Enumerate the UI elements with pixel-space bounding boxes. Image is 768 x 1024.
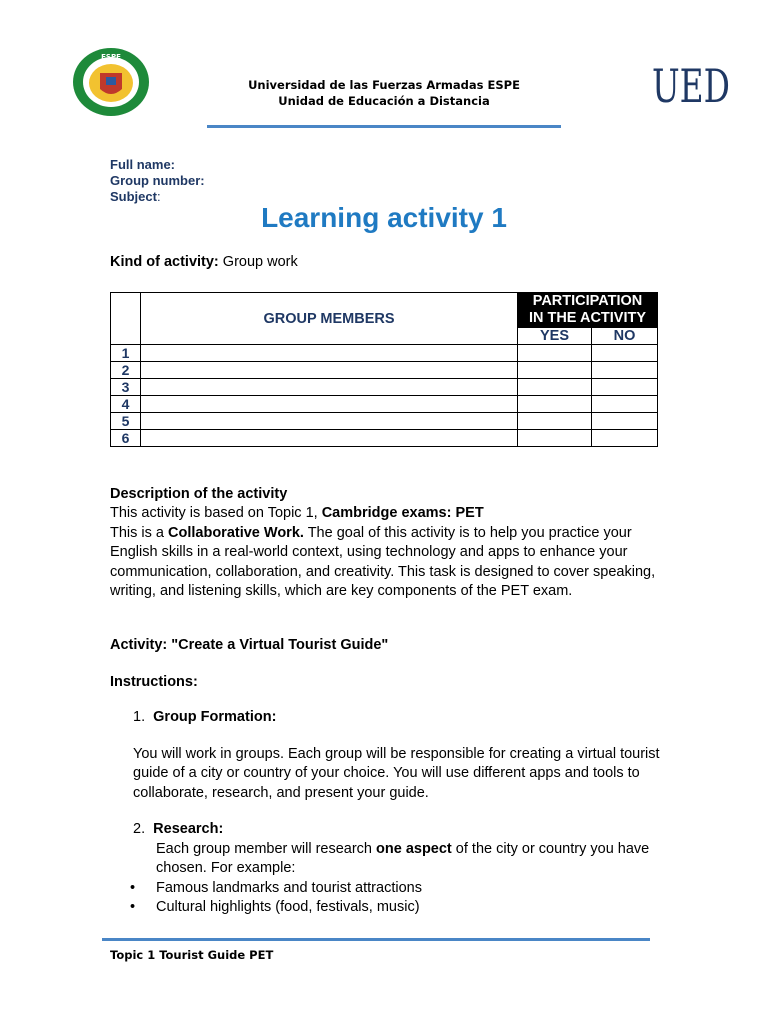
table-row bbox=[111, 345, 658, 362]
unit-name: Unidad de Educación a Distancia bbox=[278, 94, 490, 108]
no-cell[interactable] bbox=[592, 379, 658, 396]
member-name-cell[interactable] bbox=[141, 379, 518, 396]
table-row bbox=[111, 362, 658, 379]
description-line2-bold: Collaborative Work. bbox=[168, 524, 304, 541]
group-members-header-text: GROUP MEMBERS bbox=[263, 310, 395, 327]
step-1-title: Group Formation: bbox=[153, 709, 277, 725]
step-1-heading bbox=[133, 709, 276, 725]
description-heading: Description of the activity bbox=[110, 486, 288, 502]
bullet-icon: • bbox=[130, 899, 136, 916]
bullet-text: Famous landmarks and tourist attractions bbox=[156, 880, 422, 896]
description-line1-bold: Cambridge exams: PET bbox=[321, 505, 484, 522]
ued-logo-text: UED bbox=[652, 59, 730, 113]
description-line1 bbox=[110, 504, 670, 523]
yes-cell[interactable] bbox=[518, 345, 592, 362]
no-cell[interactable] bbox=[592, 345, 658, 362]
no-cell[interactable] bbox=[592, 396, 658, 413]
member-name-cell[interactable] bbox=[141, 430, 518, 447]
list-item bbox=[130, 898, 422, 917]
table-row bbox=[111, 396, 658, 413]
step-1-text: You will work in groups. Each group will be responsible for creating a virtual tourist guide of a city or country of your choice. You will use different apps and tools to collaborate, research, and present your guide. bbox=[133, 746, 660, 801]
no-header: NO bbox=[592, 328, 658, 345]
activity-title: Activity: "Create a Virtual Tourist Guide" bbox=[110, 637, 389, 653]
footer-rule bbox=[102, 938, 650, 941]
step-2-text-rest: of the city or country you have chosen. For example: bbox=[156, 841, 650, 877]
subject-colon: : bbox=[156, 189, 161, 204]
description-section bbox=[110, 485, 670, 601]
university-name: Universidad de las Fuerzas Armadas ESPE bbox=[248, 78, 520, 92]
group-members-header bbox=[141, 293, 518, 345]
yes-cell[interactable] bbox=[518, 430, 592, 447]
instructions-heading: Instructions: bbox=[110, 674, 198, 690]
step-2-text-prefix: Each group member will research bbox=[156, 841, 377, 857]
table-row bbox=[111, 379, 658, 396]
member-name-cell[interactable] bbox=[141, 362, 518, 379]
bullet-text: Cultural highlights (food, festivals, music) bbox=[156, 899, 420, 916]
no-cell[interactable] bbox=[592, 413, 658, 430]
seal-text: ESPE bbox=[101, 53, 121, 61]
member-name-cell[interactable] bbox=[141, 413, 518, 430]
yes-cell[interactable] bbox=[518, 413, 592, 430]
yes-header: YES bbox=[518, 328, 592, 345]
list-item bbox=[130, 879, 422, 898]
kind-of-activity bbox=[110, 254, 298, 270]
student-fields bbox=[110, 157, 205, 205]
row-number: 5 bbox=[111, 413, 141, 430]
row-number: 6 bbox=[111, 430, 141, 447]
participation-header bbox=[518, 293, 658, 328]
subject-label-text: Subject bbox=[110, 189, 157, 204]
header-text bbox=[200, 77, 568, 109]
yes-cell[interactable] bbox=[518, 396, 592, 413]
header-rule bbox=[207, 125, 561, 128]
footer-text: Topic 1 Tourist Guide PET bbox=[110, 948, 274, 962]
step-2-title: Research: bbox=[153, 821, 224, 837]
group-number-label: Group number: bbox=[110, 173, 205, 188]
espe-seal-logo bbox=[72, 47, 150, 117]
bullet-icon: • bbox=[130, 880, 136, 896]
step-2-heading bbox=[133, 821, 223, 837]
table-row bbox=[111, 413, 658, 430]
participation-header-line2: IN THE ACTIVITY bbox=[528, 310, 647, 326]
research-bullets bbox=[130, 879, 422, 918]
participation-header-line1: PARTICIPATION bbox=[532, 293, 643, 309]
description-line2-prefix: This is a bbox=[110, 524, 169, 541]
row-number: 4 bbox=[111, 396, 141, 413]
step-2-text bbox=[156, 840, 666, 879]
step-1-number: 1. bbox=[133, 709, 146, 725]
step-2-text-bold: one aspect bbox=[376, 841, 452, 857]
no-cell[interactable] bbox=[592, 362, 658, 379]
kind-label: Kind of activity: bbox=[110, 254, 219, 270]
ued-logo bbox=[648, 56, 732, 113]
yes-cell[interactable] bbox=[518, 379, 592, 396]
kind-value: Group work bbox=[218, 254, 298, 270]
table-corner-cell bbox=[111, 293, 141, 345]
row-number: 2 bbox=[111, 362, 141, 379]
member-name-cell[interactable] bbox=[141, 396, 518, 413]
row-number: 3 bbox=[111, 379, 141, 396]
member-name-cell[interactable] bbox=[141, 345, 518, 362]
full-name-label: Full name: bbox=[110, 157, 176, 172]
row-number: 1 bbox=[111, 345, 141, 362]
description-line2 bbox=[110, 524, 670, 602]
group-members-table bbox=[110, 292, 658, 447]
table-row bbox=[111, 430, 658, 447]
description-line2-rest: The goal of this activity is to help you practice your English skills in a real-world context, using technology and apps to enhance your communication, collaboration, and creativity. This task is designed to cover speaking, writing, and listening skills, which are key components of the PET exam. bbox=[110, 524, 656, 600]
document-title: Learning activity 1 bbox=[261, 202, 507, 233]
no-cell[interactable] bbox=[592, 430, 658, 447]
step-2-number: 2. bbox=[133, 821, 146, 837]
description-line1-prefix: This activity is based on Topic 1, bbox=[110, 505, 322, 522]
yes-cell[interactable] bbox=[518, 362, 592, 379]
